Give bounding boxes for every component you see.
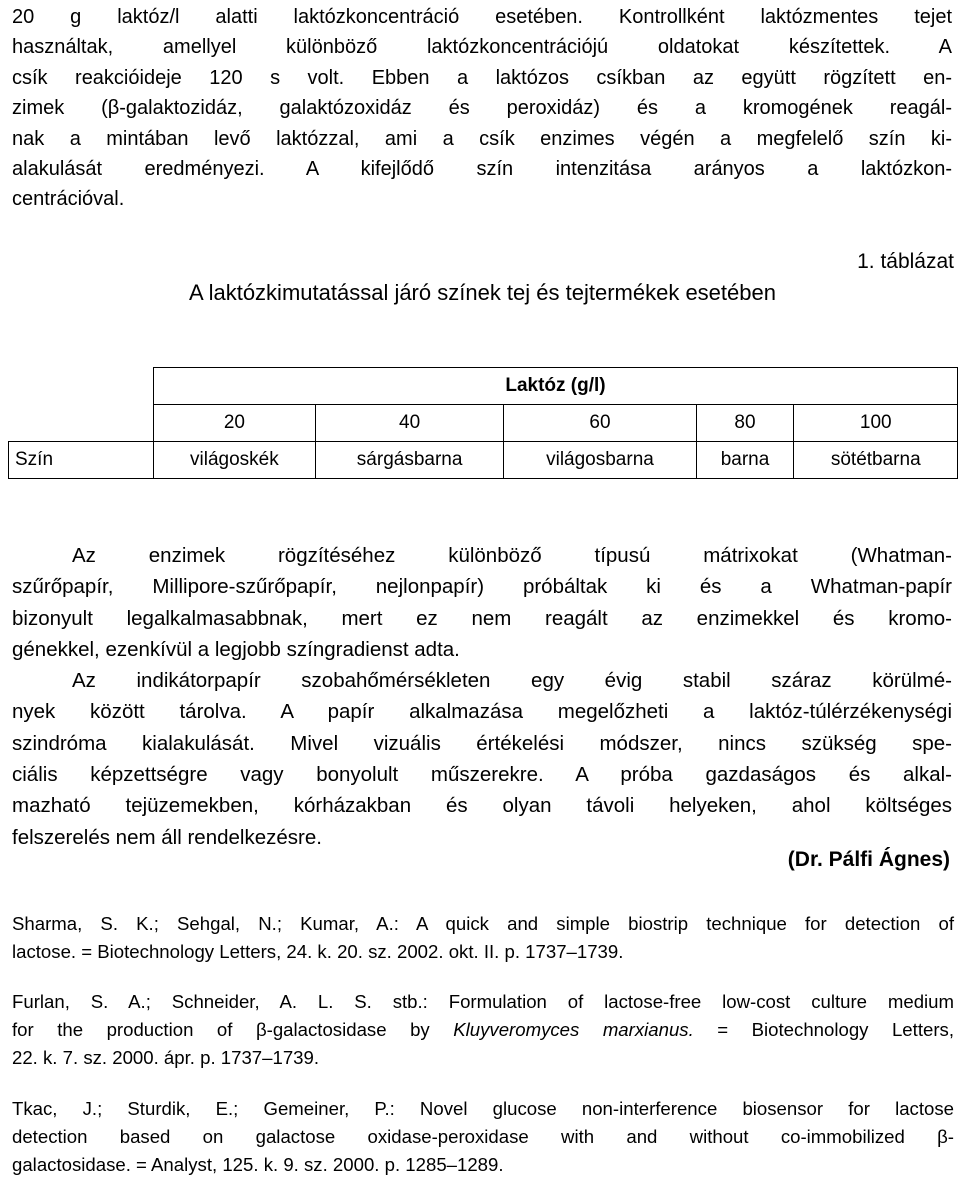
paragraph-line: szűrőpapír, Millipore-szűrőpapír, nejlonpapír) próbáltak ki és a Whatman-papír: [12, 575, 952, 599]
reference-text: = Biotechnology Letters,: [693, 1019, 954, 1040]
reference-line: lactose. = Biotechnology Letters, 24. k. 20. sz. 2002. okt. II. p. 1737–1739.: [12, 941, 624, 962]
table-cell-concentration: 60: [504, 405, 696, 442]
paragraph-line: felszerelés nem áll rendelkezésre.: [12, 825, 322, 849]
paragraph-line: nak a mintában levő laktózzal, ami a csík enzimes végén a megfelelő szín ki-: [12, 127, 952, 150]
table-row-concentrations: [9, 405, 958, 442]
paragraph-line: mazható tejüzemekben, kórházakban és olyan távoli helyeken, ahol költséges: [12, 794, 952, 818]
paragraph-line: 20 g laktóz/l alatti laktózkoncentráció esetében. Kontrollként laktózmentes tejet: [12, 6, 952, 28]
table-cell-color: világosbarna: [504, 442, 696, 479]
reference-item: [12, 988, 954, 1072]
table-header-lactose: Laktóz (g/l): [154, 368, 958, 405]
body-paragraph: [12, 540, 952, 853]
reference-line: Furlan, S. A.; Schneider, A. L. S. stb.: Formulation of lactose-free low-cost culture medium: [12, 991, 954, 1012]
empty-corner-cell: [9, 368, 154, 405]
paragraph-line: génekkel, ezenkívül a legjobb színgradienst adta.: [12, 637, 460, 661]
paragraph-line: Az indikátorpapír szobahőmérsékleten egy évig stabil száraz körülmé-: [72, 669, 952, 693]
reference-line: [12, 1016, 954, 1044]
reference-species-name: Kluyveromyces marxianus.: [453, 1019, 694, 1040]
table-cell-color: barna: [696, 442, 794, 479]
author-signature: (Dr. Pálfi Ágnes): [787, 848, 950, 871]
paragraph-line: csík reakcióideje 120 s volt. Ebben a laktózos csíkban az együtt rögzített en-: [12, 66, 952, 89]
lactose-color-table: [8, 367, 958, 479]
reference-item: [12, 910, 954, 966]
reference-line: Tkac, J.; Sturdik, E.; Gemeiner, P.: Novel glucose non-interference biosensor for lactose: [12, 1098, 954, 1119]
reference-item: [12, 1095, 954, 1179]
table-row-label: Szín: [9, 442, 154, 479]
reference-line: Sharma, S. K.; Sehgal, N.; Kumar, A.: A quick and simple biostrip technique for detection of: [12, 913, 954, 934]
table-cell-color: sötétbarna: [794, 442, 958, 479]
table-row-colors: [9, 442, 958, 479]
table-cell-color: sárgásbarna: [315, 442, 504, 479]
table-number: 1. táblázat: [857, 250, 954, 273]
reference-line: 22. k. 7. sz. 2000. ápr. p. 1737–1739.: [12, 1047, 320, 1068]
reference-line: detection based on galactose oxidase-peroxidase with and without co-immobilized β-: [12, 1126, 954, 1147]
table-title: A laktózkimutatással járó színek tej és tejtermékek esetében: [189, 280, 776, 305]
paragraph-line: bizonyult legalkalmasabbnak, mert ez nem reagált az enzimekkel és kromo-: [12, 606, 952, 630]
table-cell-concentration: 100: [794, 405, 958, 442]
table-header-row: [9, 368, 958, 405]
reference-line: galactosidase. = Analyst, 125. k. 9. sz. 2000. p. 1285–1289.: [12, 1154, 504, 1175]
reference-text: for the production of β-galactosidase by: [12, 1019, 454, 1040]
table-cell-concentration: 80: [696, 405, 794, 442]
table-cell-concentration: 40: [315, 405, 504, 442]
paragraph-line: szindróma kialakulását. Mivel vizuális értékelési módszer, nincs szükség spe-: [12, 731, 952, 755]
paragraph-line: nyek között tárolva. A papír alkalmazása megelőzheti a laktóz-túlérzékenységi: [12, 700, 952, 724]
paragraph-line: ciális képzettségre vagy bonyolult műszerekre. A próba gazdaságos és alkal-: [12, 763, 952, 787]
paragraph-line: centrációval.: [12, 188, 125, 211]
empty-label-cell: [9, 405, 154, 442]
paragraph-line: használtak, amellyel különböző laktózkoncentrációjú oldatokat készítettek. A: [12, 36, 952, 59]
table-cell-concentration: 20: [154, 405, 316, 442]
paragraph-line: zimek (β-galaktozidáz, galaktózoxidáz és peroxidáz) és a kromogének reagál-: [12, 97, 952, 120]
paragraph-line: Az enzimek rögzítéséhez különböző típusú mátrixokat (Whatman-: [72, 544, 952, 567]
paragraph-line: alakulását eredményezi. A kifejlődő szín intenzitása arányos a laktózkon-: [12, 158, 952, 181]
intro-paragraph: [12, 2, 952, 215]
table-cell-color: világoskék: [154, 442, 316, 479]
